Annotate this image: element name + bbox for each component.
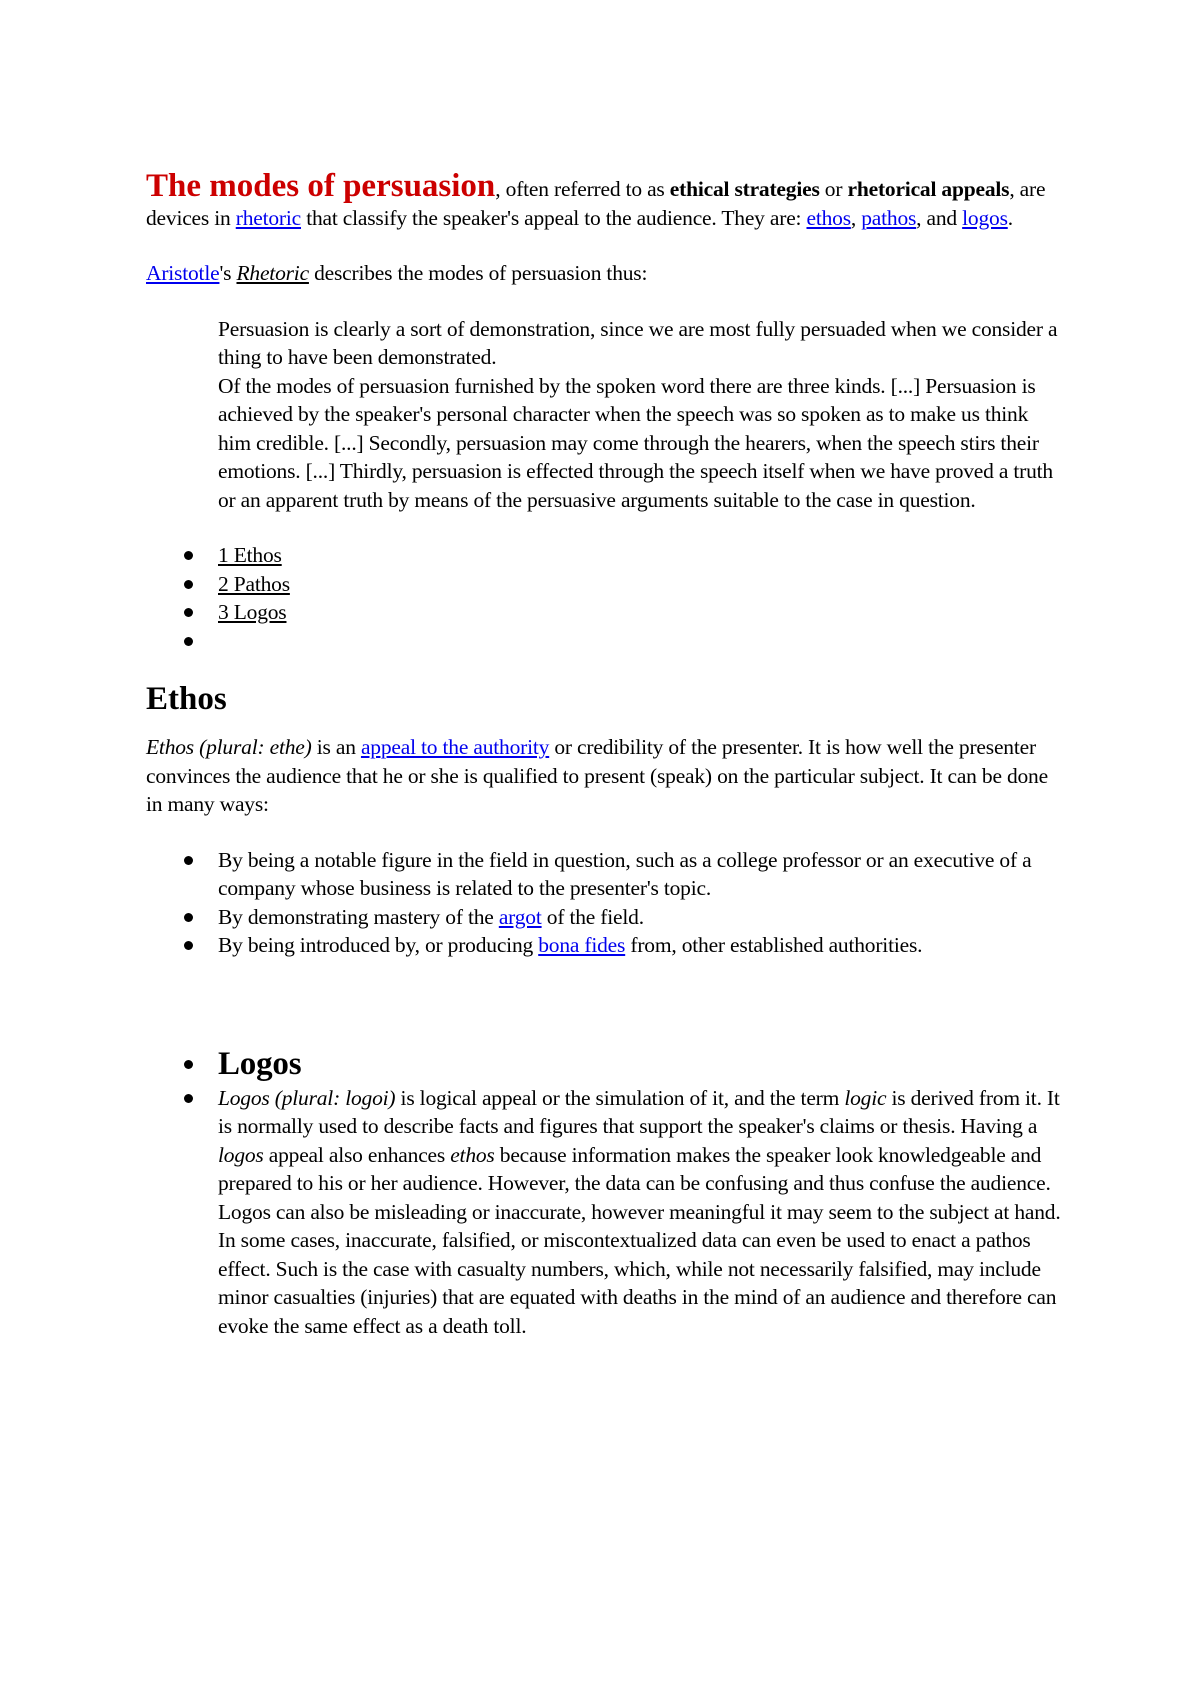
text: describes the modes of persuasion thus: [308, 261, 648, 285]
italic-term: logic [844, 1085, 887, 1110]
link-rhetoric[interactable]: rhetoric [235, 205, 302, 230]
aristotle-quote [218, 315, 1066, 515]
toc-item [218, 570, 1066, 599]
logos-heading: Logos [218, 1044, 1066, 1084]
quote-line-2: Of the modes of persuasion furnished by the spoken word there are three kinds. [...] Persuasion is achieved by the speaker's personal character when the speech was so spoken as to make us think him credible. [...] Secondly, persuasion may come through the hearers, when the speech stirs their emotions. [...] Thirdly, persuasion is effected through the speech itself when we have proved a truth or an apparent truth by means of the persuasive arguments suitable to the case in question. [218, 373, 1053, 512]
bold-term: rhetorical appeals [847, 177, 1010, 201]
list-item [218, 903, 1066, 932]
link-aristotle[interactable]: Aristotle [146, 261, 220, 285]
text: or credibility of the presenter. It is how well the presenter convinces the audience that he or she is qualified to present (speak) on the particular subject. It can be done in many ways: [146, 735, 1048, 816]
link-argot[interactable]: argot [498, 904, 542, 929]
text: of the field. [541, 904, 644, 929]
ethos-heading: Ethos [146, 681, 227, 717]
aristotle-paragraph [146, 259, 1066, 288]
link-pathos[interactable]: pathos [861, 205, 917, 230]
bold-term: ethical strategies [669, 177, 820, 201]
text: is an [311, 735, 361, 759]
text: that classify the speaker's appeal to the audience. They are: [301, 205, 807, 230]
document-content [146, 168, 1066, 1340]
toc-link-logos[interactable]: 3 Logos [218, 600, 287, 624]
page-title: The modes of persuasion [146, 168, 496, 204]
text: . [1007, 205, 1013, 230]
link-ethos[interactable]: ethos [806, 205, 851, 230]
text: By demonstrating mastery of the [218, 904, 499, 929]
text: is derived from it. It is normally used to describe facts and figures that support the speaker's claims or thesis. Having a [218, 1085, 1060, 1138]
link-logos[interactable]: logos [962, 205, 1008, 230]
toc-link-ethos[interactable]: 1 Ethos [218, 543, 282, 567]
italic-term: ethos [450, 1142, 495, 1167]
text: because information makes the speaker look knowledgeable and prepared to his or her audience. However, the data can be confusing and thus confuse the audience. Logos can also be misleading or inaccurate, however meaningful it may seem to the subject at hand. In some cases, inaccurate, falsified, or miscontextualized data can even be used to enact a pathos effect. Such is the case with casualty numbers, which, while not necessarily falsified, may include minor casualties (injuries) that are equated with deaths in the mind of an audience and therefore can evoke the same effect as a death toll. [218, 1142, 1061, 1338]
ethos-term: Ethos (plural: ethe) [146, 735, 312, 759]
logos-list [146, 1044, 1066, 1341]
text: , are devices in [146, 177, 1046, 230]
text: , often referred to as [495, 177, 670, 201]
text: appeal also enhances [263, 1142, 451, 1167]
table-of-contents [146, 541, 1066, 655]
list-item [218, 931, 1066, 960]
toc-item [218, 541, 1066, 570]
logos-term: Logos (plural: logoi) [218, 1085, 396, 1110]
link-bona-fides[interactable]: bona fides [538, 933, 626, 957]
text: By being introduced by, or producing [218, 933, 539, 957]
ethos-list [146, 846, 1066, 960]
text: from, other established authorities. [625, 933, 923, 957]
text: , and [916, 205, 963, 230]
text: or [819, 177, 848, 201]
intro-paragraph [146, 168, 1066, 232]
quote-line-1: Persuasion is clearly a sort of demonstration, since we are most fully persuaded when we consider a thing to have been demonstrated. [218, 316, 1058, 369]
list-item: By being a notable figure in the field in question, such as a college professor or an executive of a company whose business is related to the presenter's topic. [218, 846, 1066, 903]
link-rhetoric-book[interactable]: Rhetoric [236, 261, 309, 285]
ethos-paragraph [146, 733, 1066, 819]
toc-item [218, 598, 1066, 627]
link-appeal-to-authority[interactable]: appeal to the authority [360, 735, 550, 759]
logos-paragraph [218, 1084, 1066, 1341]
toc-link-pathos[interactable]: 2 Pathos [218, 571, 290, 596]
text: 's [219, 261, 237, 285]
toc-item-empty [218, 627, 1066, 656]
text: , [850, 205, 862, 230]
text: is logical appeal or the simulation of it, and the term [395, 1085, 845, 1110]
italic-term: logos [218, 1142, 264, 1167]
